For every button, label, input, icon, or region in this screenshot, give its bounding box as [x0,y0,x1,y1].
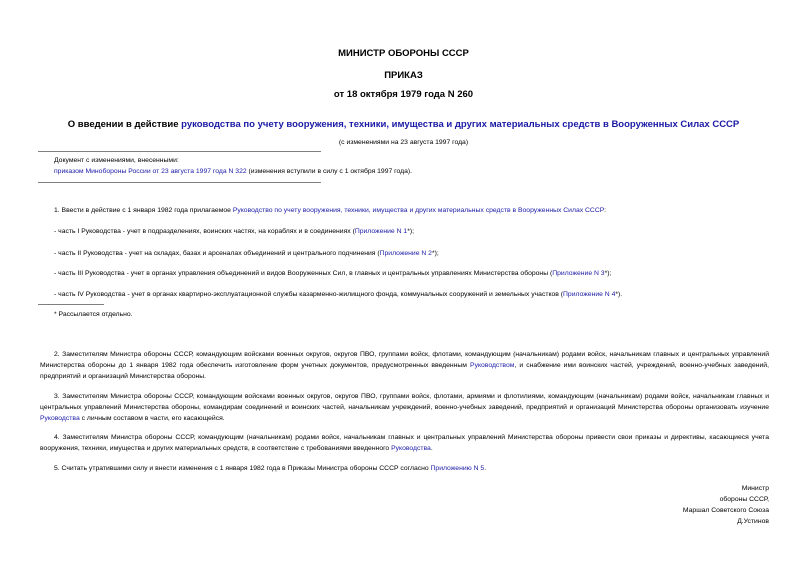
item-1: 1. Ввести в действие с 1 января 1982 года прилагаемое Руководство по учету вооружения, техники, имущества и других материальных средств в Вооруженных Силах СССР: [54,207,607,214]
order-title: О введении в действие руководства по учету вооружения, техники, имущества и других материальных средств в Вооруженных Силах СССР [67,119,740,130]
order-heading: ПРИКАЗ [384,70,423,81]
order-date: от 18 октября 1979 года N 260 [333,89,474,100]
divider-bottom [38,182,321,183]
footnote: * Рассылается отдельно. [54,311,133,318]
item-3: 3. Заместителям Министра обороны СССР, командующим войсками военных округов, округов ПВО, группами войск, флотами, армиями и флотилиями, командующим (начальникам) родами войск, начальникам главных и центральных управлений Министерства обороны, командирам соединений и воинских частей, начальникам учреждений, военно-учебных заведений, предприятий и организаций Министерства обороны организовать изучение Руководства с личным составом в части, его касающейся. [40,393,769,422]
item-2: 2. Заместителям Министра обороны СССР, командующим войсками военных округов, округов ПВО, группами войск, флотами, командующим (начальникам) родами войск, начальникам главных и центральных управлений Министерства обороны до 1 января 1982 года обеспечить изготовление форм учетных документов, предусмотренных введенным Руководством, и снабжение ими воинских частей, учреждений, военно-учебных заведений, предприятий и организаций Министерства обороны. [40,351,769,380]
guide-link-item-4[interactable]: Руководства [391,445,431,452]
appendix-5-link[interactable]: Приложению N 5 [430,465,485,472]
footnote-divider [38,304,104,305]
amendment-document-note: Документ с изменениями, внесенными: приказом Минобороны России от 23 августа 1997 года N 322 (изменения вступили в силу с 1 октября 1997 года). [54,157,413,175]
part-1-item: - часть I Руководства - учет в подразделениях, воинских частях, на кораблях и в соединениях (Приложение N 1*); [54,228,414,235]
signature-name: Д.Устинов [737,518,769,525]
amending-order-link[interactable]: приказом Минобороны России от 23 августа 1997 года N 322 [54,168,247,175]
appendix-3-link[interactable]: Приложение N 3 [552,270,605,277]
item-4: 4. Заместителям Министра обороны СССР, командующим (начальникам) родами войск, начальникам главных и центральных управлений Министерства обороны привести свои приказы и директивы, касающиеся учета вооружения, техники, имущества и других материальных средств, в соответствие с требованиями введенного Руководства. [40,434,769,452]
guide-link-item-3[interactable]: Руководства [40,415,80,422]
signature-line-1: Министр [741,485,769,492]
appendix-2-link[interactable]: Приложение N 2 [379,250,432,257]
guide-link-item-2[interactable]: Руководством [470,362,515,369]
part-3-item: - часть III Руководства - учет в органах управления объединений и видов Вооруженных Сил, в главных и центральных управлениях Министерства обороны (Приложение N 3*); [54,270,612,277]
part-2-item: - часть II Руководства - учет на складах, базах и арсеналах объединений и центрального подчинения (Приложение N 2*); [54,250,439,257]
amendment-note: (с изменениями на 23 августа 1997 года) [338,139,469,146]
signature-block [683,483,769,527]
appendix-1-link[interactable]: Приложение N 1 [354,228,408,235]
signature-line-3: Маршал Советского Союза [682,507,769,514]
guide-link[interactable]: Руководство по учету вооружения, техники, имущества и других материальных средств в Вооруженных Силах СССР [232,207,605,214]
item-5: 5. Считать утратившими силу и внести изменения с 1 января 1982 года в Приказы Министра обороны СССР согласно Приложению N 5. [54,465,487,472]
title-guide-link[interactable]: руководства по учету вооружения, техники, имущества и других материальных средств в Вооруженных Силах СССР [181,119,740,130]
part-4-item: - часть IV Руководства - учет в органах квартирно-эксплуатационной службы казарменно-жилищного фонда, коммунальных сооружений и земельных участков (Приложение N 4*). [54,291,623,298]
divider-top [38,151,321,152]
signature-line-2: обороны СССР, [719,496,769,503]
issuer-heading: МИНИСТР ОБОРОНЫ СССР [338,48,469,59]
appendix-4-link[interactable]: Приложение N 4 [563,291,616,298]
